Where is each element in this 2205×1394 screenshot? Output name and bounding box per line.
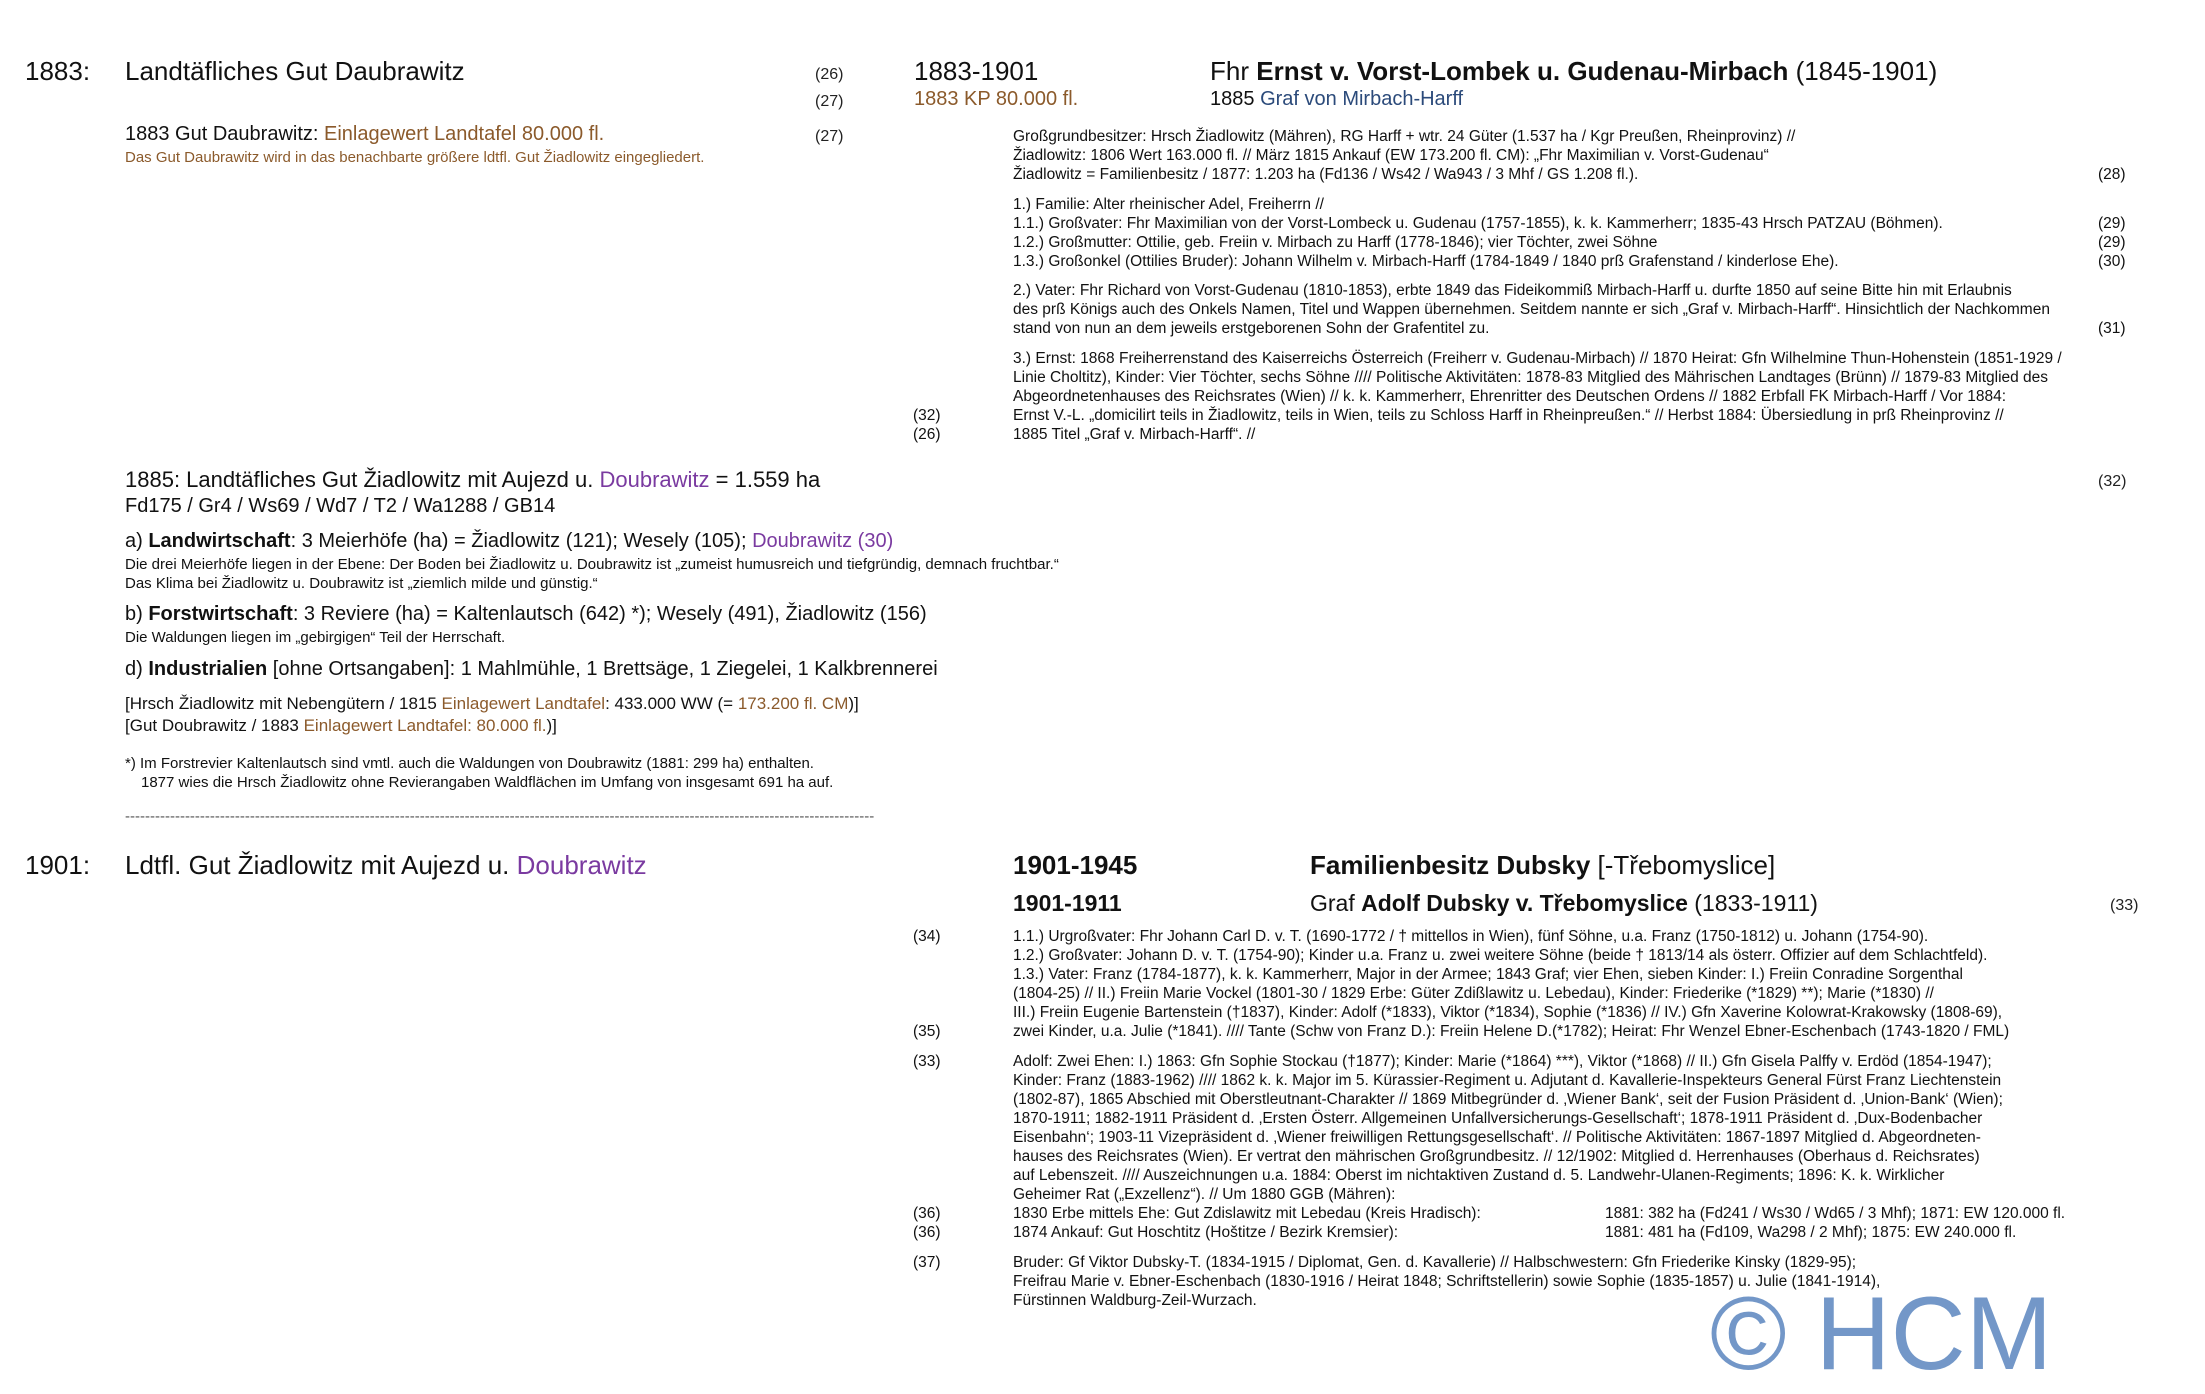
family-dubsky [1310, 850, 1775, 881]
footnote-2: 1877 wies die Hrsch Žiadlowitz ohne Revierangaben Waldflächen im Umfang von insgesamt 691 ha auf. [141, 774, 834, 791]
kp-1883: 1883 KP 80.000 fl. [914, 88, 1079, 110]
owner-vorst-name: Ernst v. Vorst-Lombek u. Gudenau-Mirbach [1256, 56, 1789, 86]
item-a-note1: Die drei Meierhöfe liegen in der Ebene: Der Boden bei Žiadlowitz u. Doubrawitz ist „zumeist humusreich und tiefgründig, demnach fruchtbar.“ [125, 556, 1059, 573]
vorst-p4-l2: Linie Choltitz), Kinder: Vier Töchter, sechs Söhne //// Politische Aktivitäten: 1878-83 Mitglied des Mährischen Landtages (Brünn) // 1879-83 Mitglied des [1013, 369, 2049, 386]
dubsky-p1-l6: zwei Kinder, u.a. Julie (*1841). //// Tante (Schw von Franz D.): Freiin Helene D.(*1782); Heirat: Fhr Wenzel Ebner-Eschenbach (1743-1820 / FML) [1013, 1023, 2010, 1040]
vorst-p1-l3: Žiadlowitz = Familienbesitz / 1877: 1.203 ha (Fd136 / Ws42 / Wa943 / 3 Mhf / GS 1.208 fl.). [1013, 166, 1639, 183]
dubsky-p2-l3: (1802-87), 1865 Abschied mit Oberstleutnant-Charakter // 1869 Mitbegründer d. ‚Wiener Bank‘, seit der Fusion Präsident d. ‚Union-Bank‘ (Wien); [1013, 1091, 2003, 1108]
ref-26: (26) [815, 66, 844, 83]
item-b-prefix: b) [125, 603, 149, 625]
bracket-2-c: )] [546, 716, 557, 735]
dubsky-p1-l3: 1.3.) Vater: Franz (1784-1877), k. k. Kammerherr, Major in der Armee; 1843 Graf; vier Ehen, sieben Kinder: I.) Freiin Conradine Sorgenthal [1013, 966, 1963, 983]
ref-26b: (26) [913, 426, 941, 443]
dubsky-p2-l7: auf Lebenszeit. //// Auszeichnungen u.a. 1884: Oberst im nichtaktiven Zustand d. 5. Landwehr-Ulanen-Regiments; 1896: K. k. Wirklicher [1013, 1167, 1945, 1184]
heading-1885-area: = 1.559 ha [709, 467, 821, 492]
bracket-1-a: [Hrsch Žiadlowitz mit Nebengütern / 1815 [125, 694, 442, 713]
line-1883-value [125, 123, 604, 146]
ref-31: (31) [2098, 320, 2126, 337]
owner-vorst-title-year: 1885 [1210, 88, 1261, 110]
owner-vorst-years: (1845-1901) [1788, 56, 1938, 86]
ref-32b: (32) [2098, 473, 2127, 490]
period-1901-1945: 1901-1945 [1013, 850, 1138, 880]
heading-1885-stats: Fd175 / Gr4 / Ws69 / Wd7 / T2 / Wa1288 / GB14 [125, 495, 556, 517]
acq-1-right: 1881: 382 ha (Fd241 / Ws30 / Wd65 / 3 Mhf); 1871: EW 120.000 fl. [1605, 1205, 2066, 1222]
family-dubsky-tail: [-Třebomyslice] [1590, 850, 1776, 880]
dubsky-p1-l2: 1.2.) Großvater: Johann D. v. T. (1754-90); Kinder u.a. Franz u. zwei weitere Söhne (beide † 1813/14 als österr. Offizier auf dem Schlachtfeld). [1013, 947, 1988, 964]
vorst-p3-l2: des prß Königs auch des Onkels Namen, Titel und Wappen übernehmen. Seitdem nannte er sich „Graf v. Mirbach-Harff“. Hinsichtlich der Nachkommen [1013, 301, 2050, 318]
vorst-p2-l2: 1.1.) Großvater: Fhr Maximilian von der Vorst-Lombeck u. Gudenau (1757-1855), k. k. Kammerherr; 1835-43 Hrsch PATZAU (Böhmen). [1013, 215, 1943, 232]
dubsky-p2-l5: Eisenbahn‘; 1903-11 Vizepräsident d. ‚Wiener freiwilligen Rettungsgesellschaft‘. // Politische Aktivitäten: 1867-1897 Mitglied d. Abgeordneten- [1013, 1129, 1981, 1146]
vorst-p4-l1: 3.) Ernst: 1868 Freiherrenstand des Kaiserreichs Österreich (Freiherr v. Gudenau-Mirbach) // 1870 Heirat: Gfn Wilhelmine Thun-Hohenstein (1851-1929 / [1013, 350, 2062, 367]
item-d-label: Industrialien [148, 658, 268, 680]
vorst-p1-l2: Žiadlowitz: 1806 Wert 163.000 fl. // März 1815 Ankauf (EW 173.200 fl. CM): „Fhr Maximilian v. Vorst-Gudenau“ [1013, 147, 1769, 164]
line-1883-text: 1883 Gut Daubrawitz: [125, 123, 324, 145]
ref-33a: (33) [2110, 897, 2139, 914]
period-1883-1901: 1883-1901 [914, 56, 1039, 86]
item-d-prefix: d) [125, 658, 149, 680]
acq-1-left: 1830 Erbe mittels Ehe: Gut Zdislawitz mit Lebedau (Kreis Hradisch): [1013, 1205, 1481, 1222]
ref-36a: (36) [913, 1205, 941, 1222]
bracket-2-a: [Gut Doubrawitz / 1883 [125, 716, 304, 735]
owner-vorst-title [1210, 88, 1463, 111]
ref-27b: (27) [815, 128, 844, 145]
divider: ------------------------------------------------------------------------------------------------------------------------------------------------------ [125, 808, 875, 825]
bracket-1-b: Einlagewert Landtafel [441, 694, 606, 713]
dubsky-p1-l4: (1804-25) // II.) Freiin Marie Vockel (1801-30 / 1829 Erbe: Güter Zdißlawitz u. Lebedau), Kinder: Friederike (*1829) **); Marie (*1830) // [1013, 985, 1934, 1002]
vorst-p3-l1: 2.) Vater: Fhr Richard von Vorst-Gudenau (1810-1853), erbte 1849 das Fideikommiß Mirbach-Harff u. durfte 1850 auf seine Bitte hin mit Erlaubnis [1013, 282, 2012, 299]
year-1901: 1901: [25, 850, 91, 880]
section-title-1901-doubrawitz: Doubrawitz [516, 850, 647, 880]
heading-1885-text: 1885: Landtäfliches Gut Žiadlowitz mit Aujezd u. [125, 467, 600, 492]
ref-35: (35) [913, 1023, 941, 1040]
dubsky-p1-l5: III.) Freiin Eugenie Bartenstein (†1837), Kinder: Adolf (*1833), Viktor (*1834), Sophie (*1836) // IV.) Gfn Xaverine Kolowrat-Krakowsky (1808-69), [1013, 1004, 2003, 1021]
heading-1885-doubrawitz: Doubrawitz [599, 467, 710, 492]
ref-30: (30) [2098, 253, 2126, 270]
owner-adolf-years: (1833-1911) [1687, 890, 1818, 916]
dubsky-p2-l2: Kinder: Franz (1883-1962) //// 1862 k. k. Major im 5. Kürassier-Regiment u. Adjutant d. Kavallerie-Inspekteurs General Fürst Franz Liechtenstein [1013, 1072, 2002, 1089]
bracket-1-e: )] [848, 694, 859, 713]
vorst-p1-l1: Großgrundbesitzer: Hrsch Žiadlowitz (Mähren), RG Harff + wtr. 24 Güter (1.537 ha / Kgr Preußen, Rheinprovinz) // [1013, 128, 1796, 145]
item-d [125, 658, 938, 681]
vorst-p4-l5: 1885 Titel „Graf v. Mirbach-Harff“. // [1013, 426, 1256, 443]
bracket-2-b: Einlagewert Landtafel: 80.000 fl. [303, 716, 547, 735]
ref-37: (37) [913, 1254, 941, 1271]
year-1883: 1883: [25, 56, 91, 86]
dubsky-p3-l1: Bruder: Gf Viktor Dubsky-T. (1834-1915 / Diplomat, Gen. d. Kavallerie) // Halbschwestern: Gfn Friederike Kinsky (1829-95); [1013, 1254, 1857, 1271]
vorst-p2-l1: 1.) Familie: Alter rheinischer Adel, Freiherrn // [1013, 196, 1324, 213]
ref-29b: (29) [2098, 234, 2126, 251]
item-a-text: : 3 Meierhöfe (ha) = Žiadlowitz (121); Wesely (105); [290, 530, 753, 552]
vorst-p4-l4: Ernst V.-L. „domicilirt teils in Žiadlowitz, teils in Wien, teils zu Schloss Harff in Rheinpreußen.“ // Herbst 1884: Übersiedlung in prß Rheinprovinz // [1013, 407, 2004, 424]
ref-33b: (33) [913, 1053, 941, 1070]
bracket-1-c: : 433.000 WW (= [605, 694, 738, 713]
vorst-p2-l3: 1.2.) Großmutter: Ottilie, geb. Freiin v. Mirbach zu Harff (1778-1846); vier Töchter, zwei Söhne [1013, 234, 1658, 251]
dubsky-p3-l3: Fürstinnen Waldburg-Zeil-Wurzach. [1013, 1292, 1257, 1309]
item-a-prefix: a) [125, 530, 149, 552]
dubsky-p2-l6: hauses des Reichsrates (Wien). Er vertrat den mährischen Großgrundbesitz. // 12/1902: Mitglied d. Herrenhauses (Oberhaus d. Reichsrates) [1013, 1148, 1980, 1165]
ref-36b: (36) [913, 1224, 941, 1241]
dubsky-p1-l1: 1.1.) Urgroßvater: Fhr Johann Carl D. v. T. (1690-1772 / † mittellos in Wien), fünf Söhne, u.a. Franz (1750-1812) u. Johann (1754-90). [1013, 928, 1929, 945]
heading-1885 [125, 467, 820, 493]
owner-vorst-pre: Fhr [1210, 56, 1257, 86]
footnote-1: *) Im Forstrevier Kaltenlautsch sind vmtl. auch die Waldungen von Doubrawitz (1881: 299 ha) enthalten. [125, 755, 814, 772]
owner-adolf [1310, 890, 1818, 917]
line-1883-einlagewert: Einlagewert Landtafel 80.000 fl. [324, 123, 605, 145]
owner-vorst [1210, 56, 1937, 87]
ref-28: (28) [2098, 166, 2126, 183]
vorst-p3-l3: stand von nun an dem jeweils erstgeborenen Sohn der Grafentitel zu. [1013, 320, 1490, 337]
item-b [125, 603, 927, 626]
section-title-1883: Landtäfliches Gut Daubrawitz [125, 56, 465, 86]
item-b-label: Forstwirtschaft [148, 603, 293, 625]
watermark-hcm: © HCM [1710, 1276, 2053, 1392]
owner-adolf-pre: Graf [1310, 890, 1362, 916]
ref-27a: (27) [815, 93, 844, 110]
dubsky-p2-l1: Adolf: Zwei Ehen: I.) 1863: Gfn Sophie Stockau (†1877); Kinder: Marie (*1864) ***), Viktor (*1868) // II.) Gfn Gisela Palffy v. Erdöd (1854-1947); [1013, 1053, 1992, 1070]
acq-2-right: 1881: 481 ha (Fd109, Wa298 / 2 Mhf); 1875: EW 240.000 fl. [1605, 1224, 2017, 1241]
dubsky-p2-l8: Geheimer Rat („Exzellenz“). // Um 1880 GGB (Mähren): [1013, 1186, 1396, 1203]
item-b-note: Die Waldungen liegen im „gebirgigen“ Teil der Herrschaft. [125, 629, 506, 646]
item-a [125, 530, 893, 553]
item-a-doubrawitz: Doubrawitz (30) [752, 530, 894, 552]
item-a-label: Landwirtschaft [148, 530, 291, 552]
dubsky-p3-l2: Freifrau Marie v. Ebner-Eschenbach (1830-1916 / Heirat 1848; Schriftstellerin) sowie Sophie (1835-1857) u. Julie (1841-1914), [1013, 1273, 1881, 1290]
vorst-p2-l4: 1.3.) Großonkel (Ottilies Bruder): Johann Wilhelm v. Mirbach-Harff (1784-1849 / 1840 prß Grafenstand / kinderlose Ehe). [1013, 253, 1839, 270]
dubsky-p2-l4: 1870-1911; 1882-1911 Präsident d. ‚Ersten Österr. Allgemeinen Unfallversicherungs-Gesellschaft‘; 1878-1911 Präsident d. ‚Dux-Bodenbacher [1013, 1110, 1983, 1127]
ref-29a: (29) [2098, 215, 2126, 232]
family-dubsky-name: Familienbesitz Dubsky [1310, 850, 1591, 880]
acq-2-left: 1874 Ankauf: Gut Hoschtitz (Hoštitze / Bezirk Kremsier): [1013, 1224, 1399, 1241]
vorst-p4-l3: Abgeordnetenhauses des Reichsrates (Wien) // k. k. Kammerherr, Ehrenritter des Deutschen Ordens // 1882 Erbfall FK Mirbach-Harff / Vor 1884: [1013, 388, 2007, 405]
section-title-1901 [125, 850, 647, 881]
ref-34: (34) [913, 928, 941, 945]
line-1883-note: Das Gut Daubrawitz wird in das benachbarte größere ldtfl. Gut Žiadlowitz eingegliedert. [125, 149, 705, 166]
section-title-1901-text: Ldtfl. Gut Žiadlowitz mit Aujezd u. [125, 850, 517, 880]
owner-adolf-name: Adolf Dubsky v. Třebomyslice [1361, 890, 1688, 916]
item-b-text: : 3 Reviere (ha) = Kaltenlautsch (642) *); Wesely (491), Žiadlowitz (156) [292, 603, 927, 625]
item-d-text: [ohne Ortsangaben]: 1 Mahlmühle, 1 Brettsäge, 1 Ziegelei, 1 Kalkbrennerei [267, 658, 938, 680]
bracket-line-1 [125, 694, 859, 714]
ref-32a: (32) [913, 407, 941, 424]
item-a-note2: Das Klima bei Žiadlowitz u. Doubrawitz ist „ziemlich milde und günstig.“ [125, 575, 598, 592]
bracket-line-2 [125, 716, 557, 736]
owner-vorst-title-name: Graf von Mirbach-Harff [1260, 88, 1464, 110]
bracket-1-d: 173.200 fl. CM [737, 694, 849, 713]
period-1901-1911: 1901-1911 [1013, 890, 1122, 916]
